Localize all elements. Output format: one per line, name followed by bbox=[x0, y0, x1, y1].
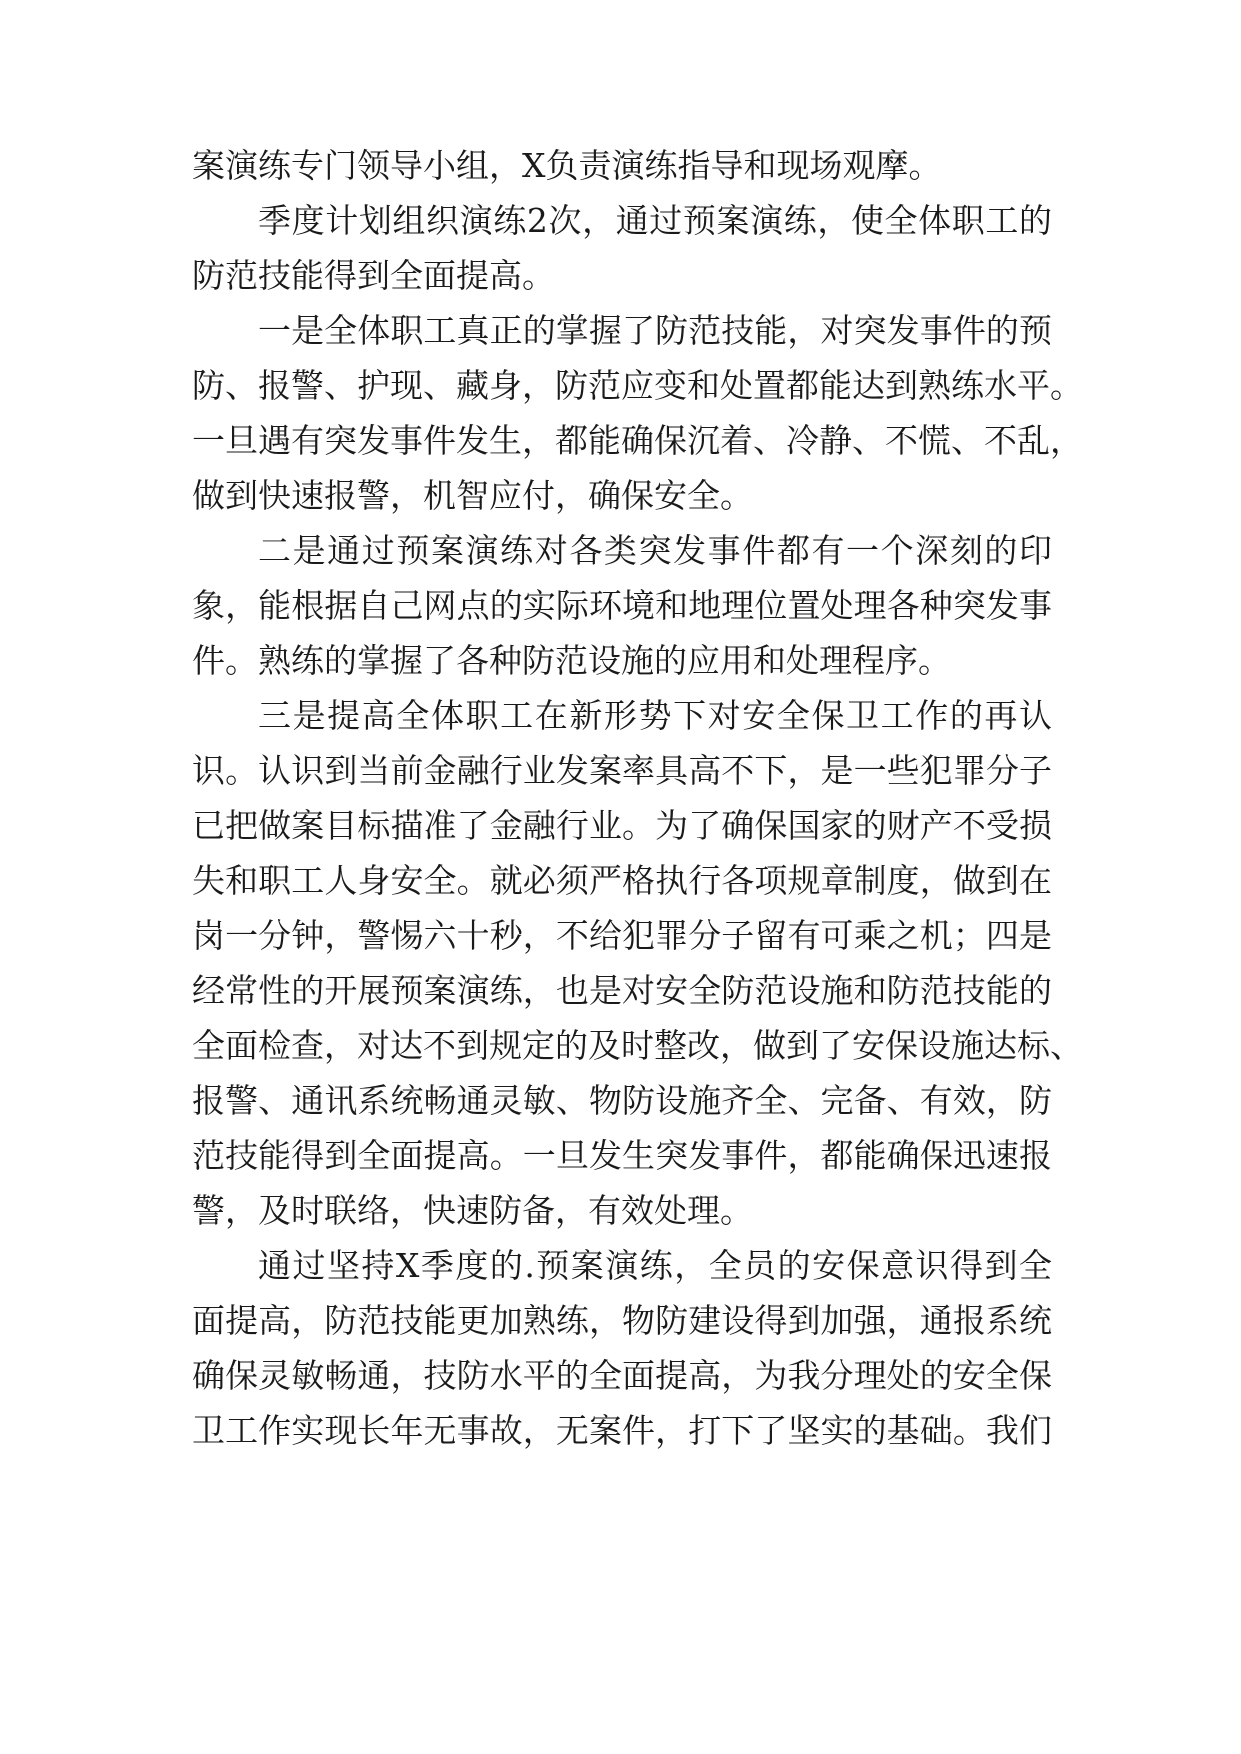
text-line: 件。熟练的掌握了各种防范设施的应用和处理程序。 bbox=[192, 641, 951, 680]
text-line: 岗一分钟，警惕六十秒，不给犯罪分子留有可乘之机；四是 bbox=[192, 916, 1052, 955]
text-line: 范技能得到全面提高。一旦发生突发事件，都能确保迅速报 bbox=[192, 1136, 1052, 1175]
text-line: 识。认识到当前金融行业发案率具高不下，是一些犯罪分子 bbox=[192, 751, 1052, 790]
text-line: 三是提高全体职工在新形势下对安全保卫工作的再认 bbox=[258, 696, 1052, 735]
text-line: 失和职工人身安全。就必须严格执行各项规章制度，做到在 bbox=[192, 861, 1052, 900]
text-line: 通过坚持X季度的.预案演练，全员的安保意识得到全 bbox=[258, 1246, 1052, 1285]
text-line: 象，能根据自己网点的实际环境和地理位置处理各种突发事 bbox=[192, 586, 1052, 625]
text-line: 已把做案目标描准了金融行业。为了确保国家的财产不受损 bbox=[192, 806, 1052, 845]
text-line: 季度计划组织演练2次，通过预案演练，使全体职工的 bbox=[258, 201, 1052, 240]
text-line: 做到快速报警，机智应付，确保安全。 bbox=[192, 476, 753, 515]
text-line: 案演练专门领导小组，X负责演练指导和现场观摩。 bbox=[192, 146, 942, 185]
text-line: 确保灵敏畅通，技防水平的全面提高，为我分理处的安全保 bbox=[192, 1356, 1052, 1395]
text-line: 全面检查，对达不到规定的及时整改，做到了安保设施达标、 bbox=[192, 1026, 1083, 1065]
text-line: 经常性的开展预案演练，也是对安全防范设施和防范技能的 bbox=[192, 971, 1052, 1010]
text-line: 警，及时联络，快速防备，有效处理。 bbox=[192, 1191, 753, 1230]
text-line: 防、报警、护现、藏身，防范应变和处置都能达到熟练水平。 bbox=[192, 366, 1083, 405]
text-line: 报警、通讯系统畅通灵敏、物防设施齐全、完备、有效，防 bbox=[192, 1081, 1052, 1120]
text-line: 一旦遇有突发事件发生，都能确保沉着、冷静、不慌、不乱， bbox=[192, 421, 1083, 460]
text-line: 卫工作实现长年无事故，无案件，打下了坚实的基础。我们 bbox=[192, 1411, 1052, 1450]
text-line: 二是通过预案演练对各类突发事件都有一个深刻的印 bbox=[258, 531, 1052, 570]
text-line: 防范技能得到全面提高。 bbox=[192, 256, 555, 295]
text-line: 面提高，防范技能更加熟练，物防建设得到加强，通报系统 bbox=[192, 1301, 1052, 1340]
text-line: 一是全体职工真正的掌握了防范技能，对突发事件的预 bbox=[258, 311, 1052, 350]
